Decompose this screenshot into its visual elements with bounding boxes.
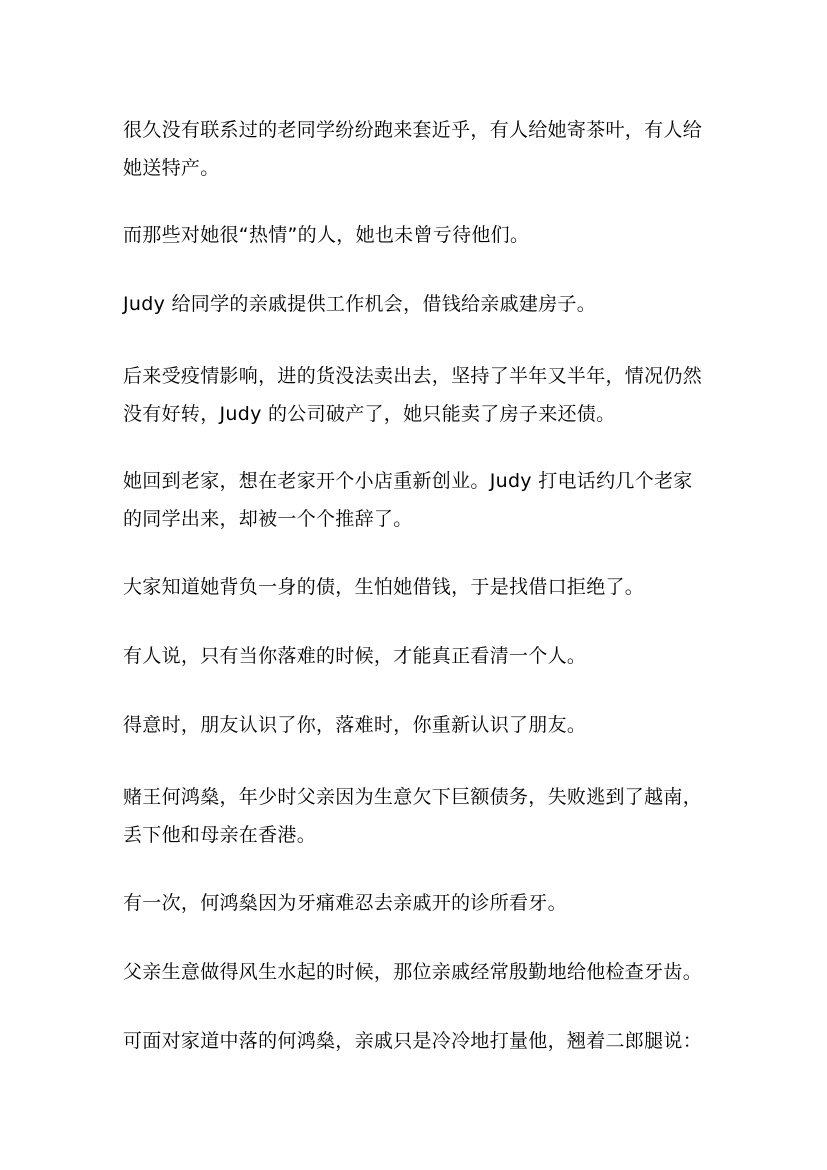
text-line: 得意时，朋友认识了你，落难时，你重新认识了朋友。 xyxy=(123,714,587,736)
paragraph-5 xyxy=(123,462,713,538)
paragraph-3 xyxy=(123,285,713,323)
paragraph-2 xyxy=(123,216,713,254)
text-line: 的同学出来，却被一个个推辞了。 xyxy=(123,508,413,530)
text-line: 赌王何鸿燊，年少时父亲因为生意欠下巨额债务，失败逃到了越南， xyxy=(123,786,703,808)
text-line: 很久没有联系过的老同学纷纷跑来套近乎，有人给她寄茶叶，有人给 xyxy=(123,119,703,141)
text-line: 她回到老家，想在老家开个小店重新创业。Judy 打电话约几个老家 xyxy=(123,470,693,492)
text-line: 她送特产。 xyxy=(123,157,220,179)
paragraph-9 xyxy=(123,778,713,854)
text-line: Judy 给同学的亲戚提供工作机会，借钱给亲戚建房子。 xyxy=(123,293,597,315)
text-line: 没有好转，Judy 的公司破产了，她只能卖了房子来还债。 xyxy=(123,403,616,425)
text-line: 后来受疫情影响，进的货没法卖出去，坚持了半年又半年，情况仍然 xyxy=(123,365,703,387)
paragraph-7 xyxy=(123,637,713,675)
text-line: 而那些对她很“热情”的人，她也未曾亏待他们。 xyxy=(123,224,530,246)
paragraph-10 xyxy=(123,884,713,922)
text-line: 丢下他和母亲在香港。 xyxy=(123,824,317,846)
paragraph-8 xyxy=(123,706,713,744)
paragraph-6 xyxy=(123,568,713,606)
text-line: 父亲生意做得风生水起的时候，那位亲戚经常殷勤地给他检查牙齿。 xyxy=(123,961,703,983)
text-line: 大家知道她背负一身的债，生怕她借钱，于是找借口拒绝了。 xyxy=(123,576,645,598)
paragraph-4 xyxy=(123,357,713,433)
paragraph-11 xyxy=(123,953,713,991)
text-line: 有人说，只有当你落难的时候，才能真正看清一个人。 xyxy=(123,645,587,667)
paragraph-1 xyxy=(123,111,713,187)
text-line: 可面对家道中落的何鸿燊，亲戚只是冷冷地打量他，翘着二郎腿说： xyxy=(123,1030,703,1052)
paragraph-12 xyxy=(123,1022,713,1060)
text-line: 有一次，何鸿燊因为牙痛难忍去亲戚开的诊所看牙。 xyxy=(123,892,567,914)
